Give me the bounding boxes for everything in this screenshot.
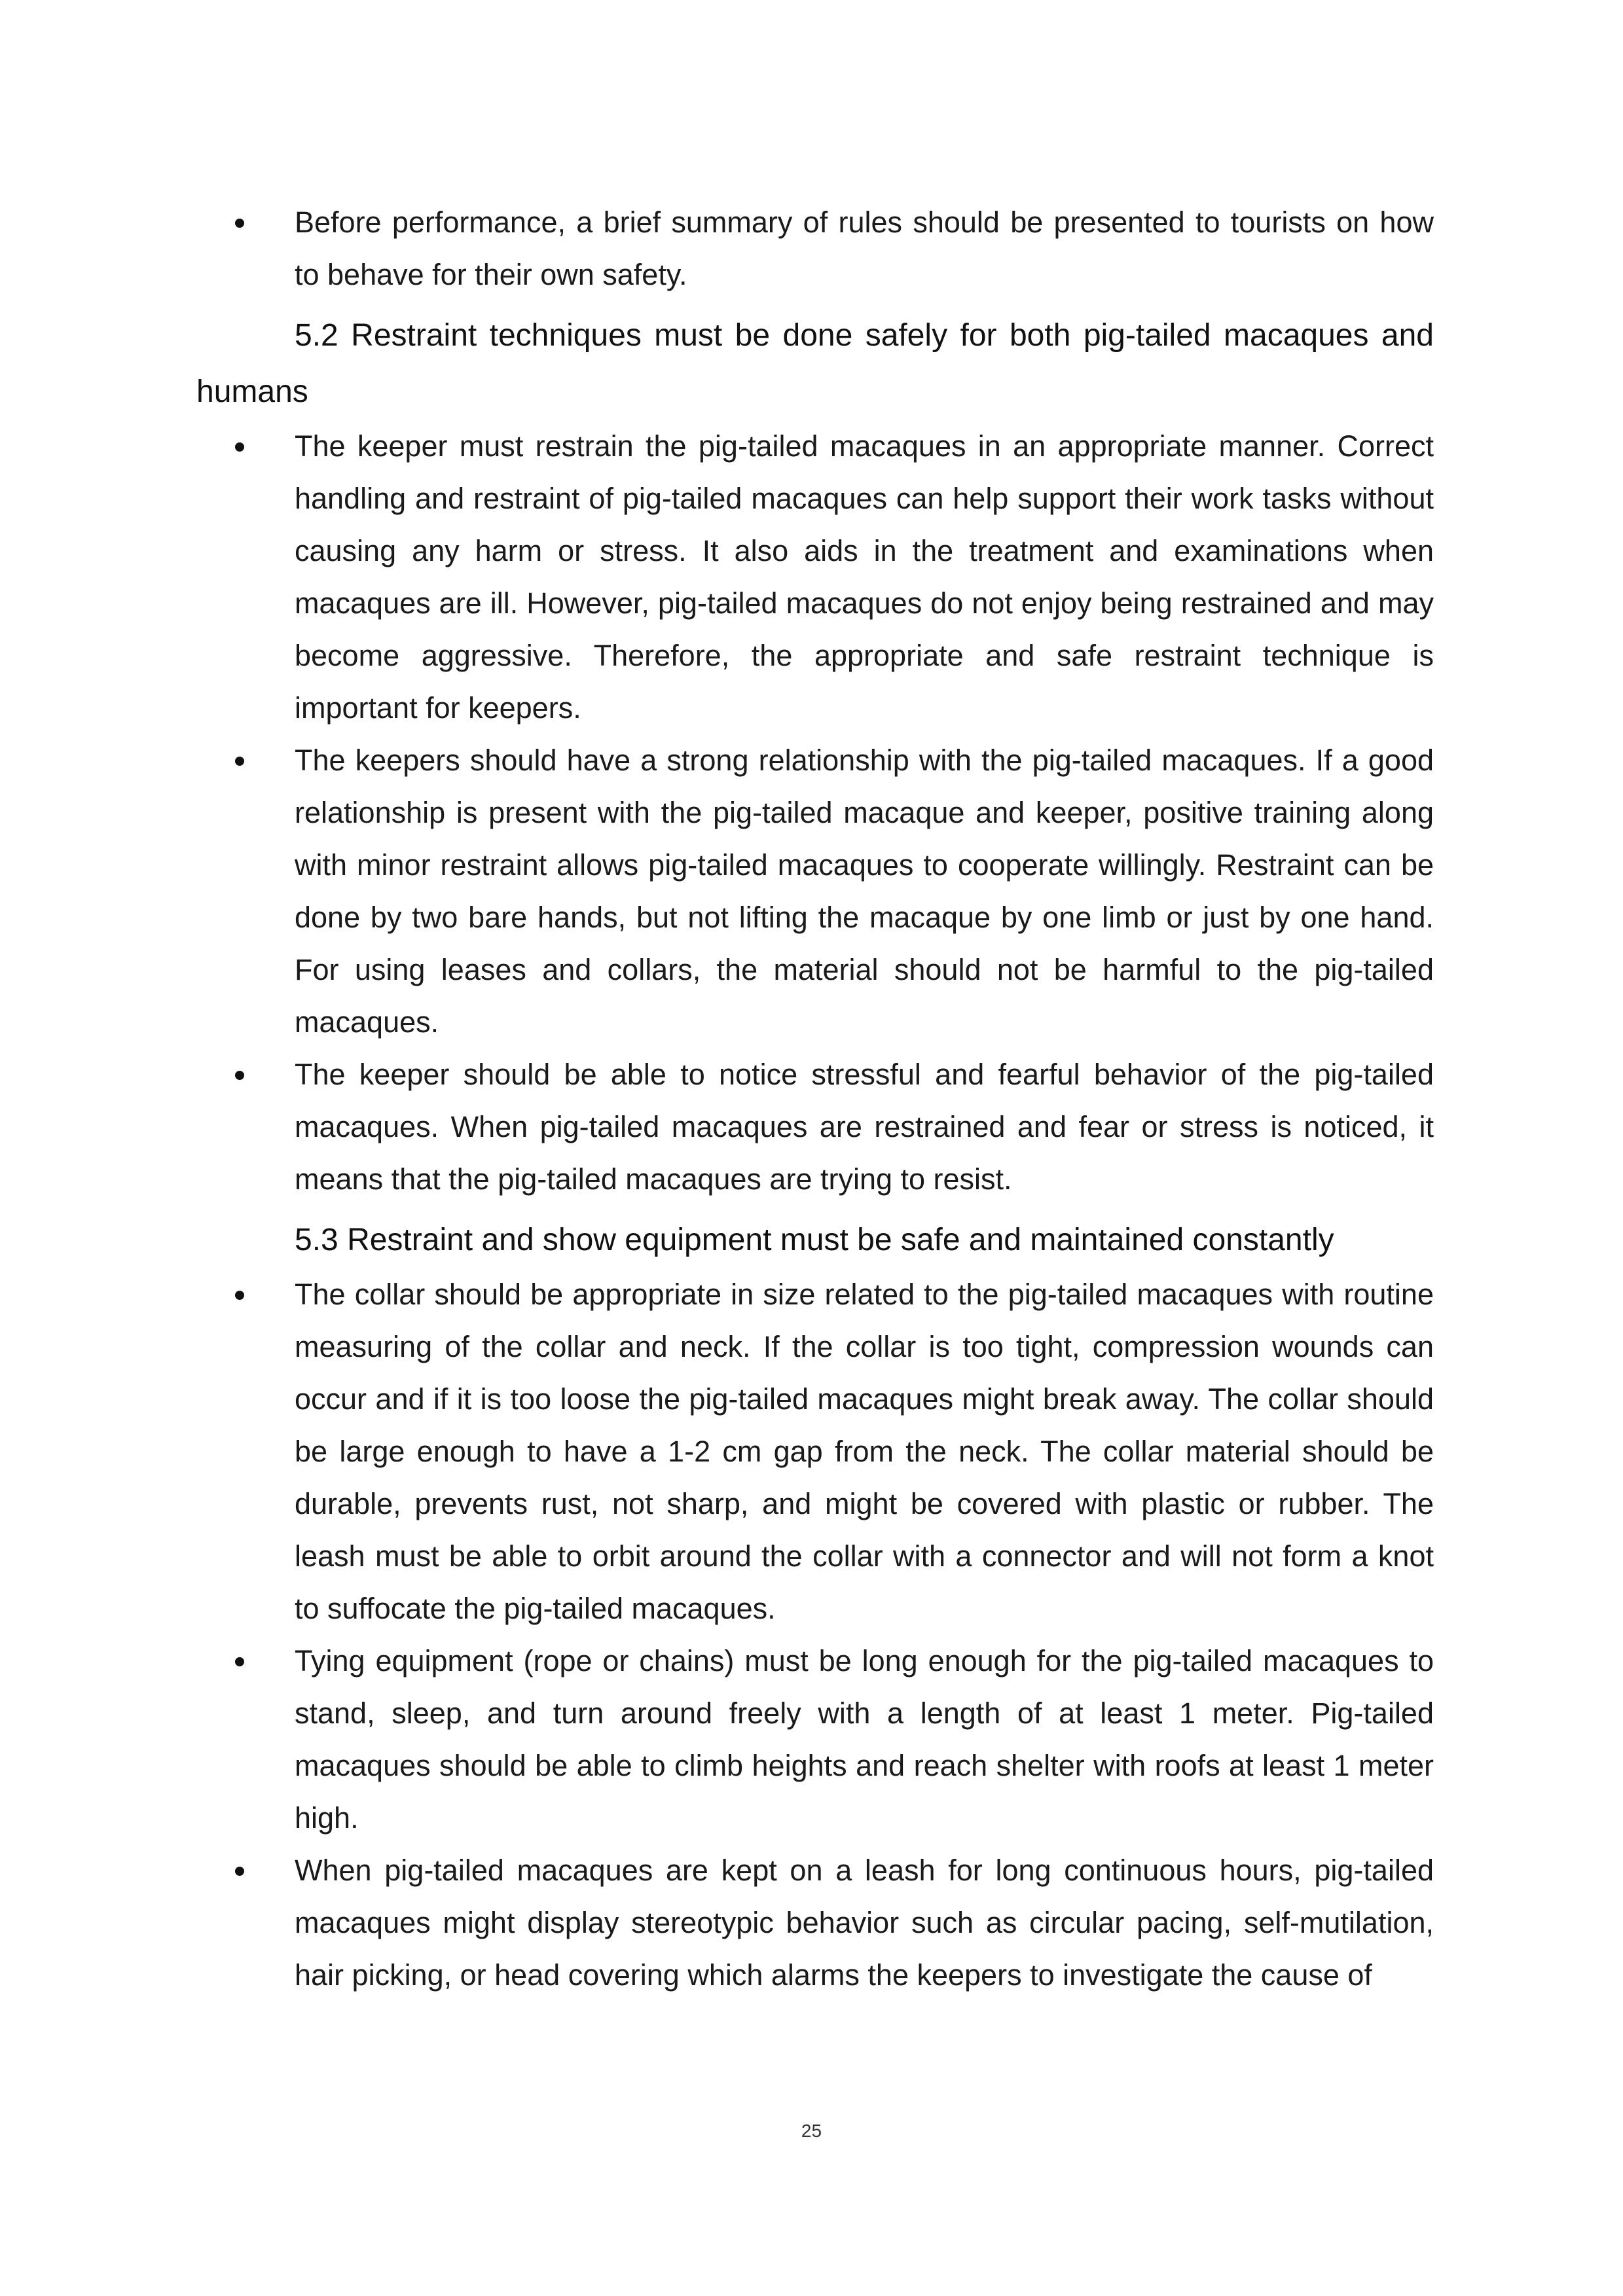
bullet-item <box>196 1844 1434 2001</box>
section-heading-5-3: 5.3 Restraint and show equipment must be safe and maintained constantly <box>295 1223 1334 1257</box>
bullet-text: The keeper must restrain the pig-tailed macaques in an appropriate manner. Correct handling and restraint of pig-tailed macaques can help support their work tasks without causing any harm or stress. It also aids in the treatment and examinations when macaques are ill. However, pig-tailed macaques do not enjoy being restrained and may become aggressive. Therefore, the appropriate and safe restraint technique is important for keepers. <box>295 429 1434 725</box>
bullet-dot-icon <box>235 442 244 452</box>
bullet-text: Tying equipment (rope or chains) must be long enough for the pig-tailed macaques to stand, sleep, and turn around freely with a length of at least 1 meter. Pig-tailed macaques should be able to climb heights and reach shelter with roofs at least 1 meter high. <box>295 1644 1434 1835</box>
bullet-dot-icon <box>235 1867 244 1876</box>
page-number: 25 <box>801 2121 822 2141</box>
bullet-item <box>196 734 1434 1049</box>
bullet-item <box>196 420 1434 734</box>
bullet-dot-icon <box>235 1291 244 1300</box>
page-content <box>196 196 1434 2001</box>
bullet-item <box>196 1635 1434 1844</box>
bullet-text: Before performance, a brief summary of rules should be presented to tourists on how to behave for their own safety. <box>295 206 1434 291</box>
bullet-text: When pig-tailed macaques are kept on a leash for long continuous hours, pig-tailed macaques might display stereotypic behavior such as circular pacing, self-mutilation, hair picking, or head covering which alarms the keepers to investigate the cause of <box>295 1854 1434 1992</box>
bullet-text: The keepers should have a strong relationship with the pig-tailed macaques. If a good relationship is present with the pig-tailed macaque and keeper, positive training along with minor restraint allows pig-tailed macaques to cooperate willingly. Restraint can be done by two bare hands, but not lifting the macaque by one limb or just by one hand. For using leases and collars, the material should not be harmful to the pig-tailed macaques. <box>295 744 1434 1039</box>
bullet-dot-icon <box>235 1657 244 1666</box>
bullet-dot-icon <box>235 757 244 766</box>
bullet-text: The collar should be appropriate in size related to the pig-tailed macaques with routine measuring of the collar and neck. If the collar is too tight, compression wounds can occur and if it is too loose the pig-tailed macaques might break away. The collar should be large enough to have a 1-2 cm gap from the neck. The collar material should be durable, prevents rust, not sharp, and might be covered with plastic or rubber. The leash must be able to orbit around the collar with a connector and will not form a knot to suffocate the pig-tailed macaques. <box>295 1278 1434 1625</box>
bullet-text: The keeper should be able to notice stressful and fearful behavior of the pig-tailed macaques. When pig-tailed macaques are restrained and fear or stress is noticed, it means that the pig-tailed macaques are trying to resist. <box>295 1058 1434 1196</box>
bullet-item <box>196 196 1434 301</box>
section-heading-5-2: 5.2 Restraint techniques must be done safely for both pig-tailed macaques and humans <box>196 318 1434 409</box>
bullet-item <box>196 1268 1434 1635</box>
bullet-item <box>196 1049 1434 1206</box>
bullet-dot-icon <box>235 219 244 228</box>
bullet-dot-icon <box>235 1071 244 1080</box>
